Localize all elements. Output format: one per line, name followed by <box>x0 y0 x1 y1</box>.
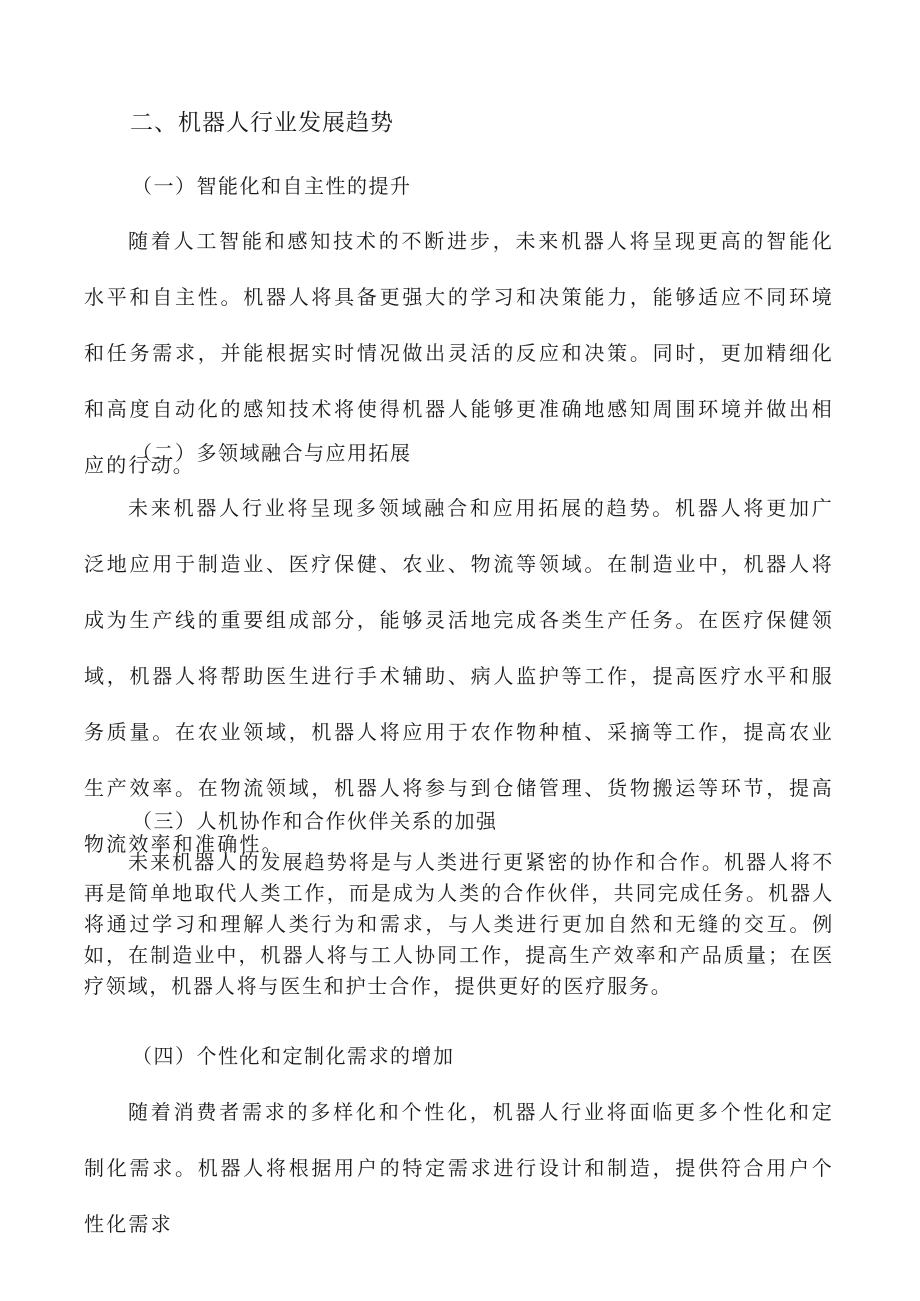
subsection-body-3: 未来机器人的发展趋势将是与人类进行更紧密的协作和合作。机器人将不再是简单地取代人类工作，而是成为人类的合作伙伴，共同完成任务。机器人将通过学习和理解人类行为和需求，与人类进行更加自然和无缝的交互。例如，在制造业中，机器人将与工人协同工作，提高生产效率和产品质量；在医疗领域，机器人将与医生和护士合作，提供更好的医疗服务。 <box>84 850 834 998</box>
section-title: 二、机器人行业发展趋势 <box>130 110 394 136</box>
subsection-heading-3: （三）人机协作和合作伙伴关系的加强 <box>132 809 498 833</box>
subsection-body-4: 随着消费者需求的多样化和个性化，机器人行业将面临更多个性化和定制化需求。机器人将根据用户的特定需求进行设计和制造，提供符合用户个性化需求 <box>84 1100 834 1236</box>
subsection-heading-4: （四）个性化和定制化需求的增加 <box>132 1044 455 1068</box>
subsection-heading-1: （一）智能化和自主性的提升 <box>132 174 412 198</box>
subsection-body-2: 未来机器人行业将呈现多领域融合和应用拓展的趋势。机器人将更加广泛地应用于制造业、医疗保健、农业、物流等领域。在制造业中，机器人将成为生产线的重要组成部分，能够灵活地完成各类生产任务。在医疗保健领域，机器人将帮助医生进行手术辅助、病人监护等工作，提高医疗水平和服务质量。在农业领域，机器人将应用于农作物种植、采摘等工作，提高农业生产效率。在物流领域，机器人将参与到仓储管理、货物搬运等环节，提高物流效率和准确性。 <box>84 496 834 856</box>
subsection-heading-2: （二）多领域融合与应用拓展 <box>132 441 412 465</box>
subsection-body-1: 随着人工智能和感知技术的不断进步，未来机器人将呈现更高的智能化水平和自主性。机器人将具备更强大的学习和决策能力，能够适应不同环境和任务需求，并能根据实时情况做出灵活的反应和决策。同时，更加精细化和高度自动化的感知技术将使得机器人能够更准确地感知周围环境并做出相应的行动。 <box>84 229 834 477</box>
